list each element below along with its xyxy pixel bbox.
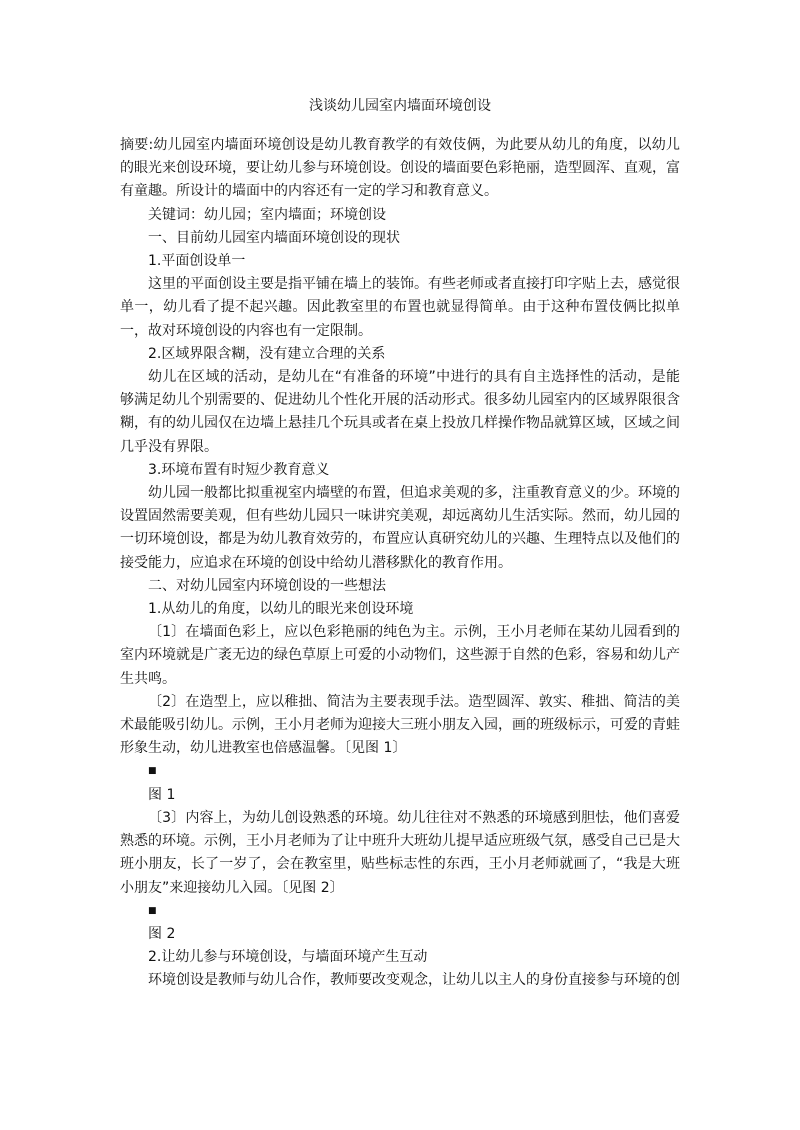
section-heading: 一、目前幼儿园室内墙面环境创设的现状 xyxy=(148,229,400,246)
figure-caption: 图 2 xyxy=(148,925,176,942)
subsection-heading: 2.让幼儿参与环境创设，与墙面环境产生互动 xyxy=(148,949,428,966)
body-paragraph: 〔1〕在墙面色彩上，应以色彩艳丽的纯色为主。示例，王小月老师在某幼儿园看到的室内环境就是广袤无边的绿色草原上可爱的小动物们，这些源于自然的色彩，容易和幼儿产生共鸣。 xyxy=(120,624,680,687)
body-paragraph: 〔3〕内容上，为幼儿创设熟悉的环境。幼儿往往对不熟悉的环境感到胆怯，他们喜爱熟悉的环境。示例，王小月老师为了让中班升大班幼儿提早适应班级气氛，感受自己已是大班小朋友，长了一岁了，会在教室里，贴些标志性的东西，王小月老师就画了，“我是大班小朋友”来迎接幼儿入园。〔见图 2〕 xyxy=(120,809,680,896)
subsection-heading: 3.环境布置有时短少教育意义 xyxy=(148,461,330,478)
image-placeholder-bullet: ■ xyxy=(148,905,157,916)
document-title: 浅谈幼儿园室内墙面环境创设 xyxy=(309,98,491,114)
section-heading: 二、对幼儿园室内环境创设的一些想法 xyxy=(148,577,386,594)
body-paragraph: 这里的平面创设主要是指平铺在墙上的装饰。有些老师或者直接打印字贴上去，感觉很单一，幼儿看了提不起兴趣。因此教室里的布置也就显得简单。由于这种布置伎俩比拟单一，故对环境创设的内容也有一定限制。 xyxy=(120,276,680,339)
keywords-line: 关键词：幼儿园；室内墙面；环境创设 xyxy=(148,206,386,223)
subsection-heading: 2.区域界限含糊，没有建立合理的关系 xyxy=(148,345,386,362)
abstract-paragraph: 摘要:幼儿园室内墙面环境创设是幼儿教育教学的有效伎俩，为此要从幼儿的角度，以幼儿的眼光来创设环境，要让幼儿参与环境创设。创设的墙面要色彩艳丽，造型圆浑、直观，富有童趣。所设计的墙面中的内容还有一定的学习和教育意义。 xyxy=(120,137,680,200)
body-paragraph: 幼儿在区域的活动，是幼儿在“有准备的环境”中进行的具有自主选择性的活动，是能够满足幼儿个别需要的、促进幼儿个性化开展的活动形式。很多幼儿园室内的区域界限很含糊，有的幼儿园仅在边墙上悬挂几个玩具或者在桌上投放几样操作物品就算区域，区域之间几乎没有界限。 xyxy=(120,369,680,455)
body-paragraph: 〔2〕在造型上，应以稚拙、简洁为主要表现手法。造型圆浑、敦实、稚拙、简洁的美术最能吸引幼儿。示例，王小月老师为迎接大三班小朋友入园，画的班级标示，可爱的青蛙形象生动，幼儿进教室也倍感温馨。〔见图 1〕 xyxy=(120,693,680,757)
document-body xyxy=(120,134,680,993)
image-placeholder-bullet: ■ xyxy=(148,766,157,777)
subsection-heading: 1.平面创设单一 xyxy=(148,253,246,270)
subsection-heading: 1.从幼儿的角度，以幼儿的眼光来创设环境 xyxy=(148,601,414,618)
body-paragraph: 环境创设是教师与幼儿合作，教师要改变观念，让幼儿以主人的身份直接参与环境的创 xyxy=(148,972,680,989)
figure-caption: 图 1 xyxy=(148,786,176,803)
body-paragraph: 幼儿园一般都比拟重视室内墙壁的布置，但追求美观的多，注重教育意义的少。环境的设置固然需要美观，但有些幼儿园只一味讲究美观，却远离幼儿生活实际。然而，幼儿园的一切环境创设，都是为幼儿教育效劳的，布置应认真研究幼儿的兴趣、生理特点以及他们的接受能力，应追求在环境的创设中给幼儿潜移默化的教育作用。 xyxy=(120,485,680,571)
